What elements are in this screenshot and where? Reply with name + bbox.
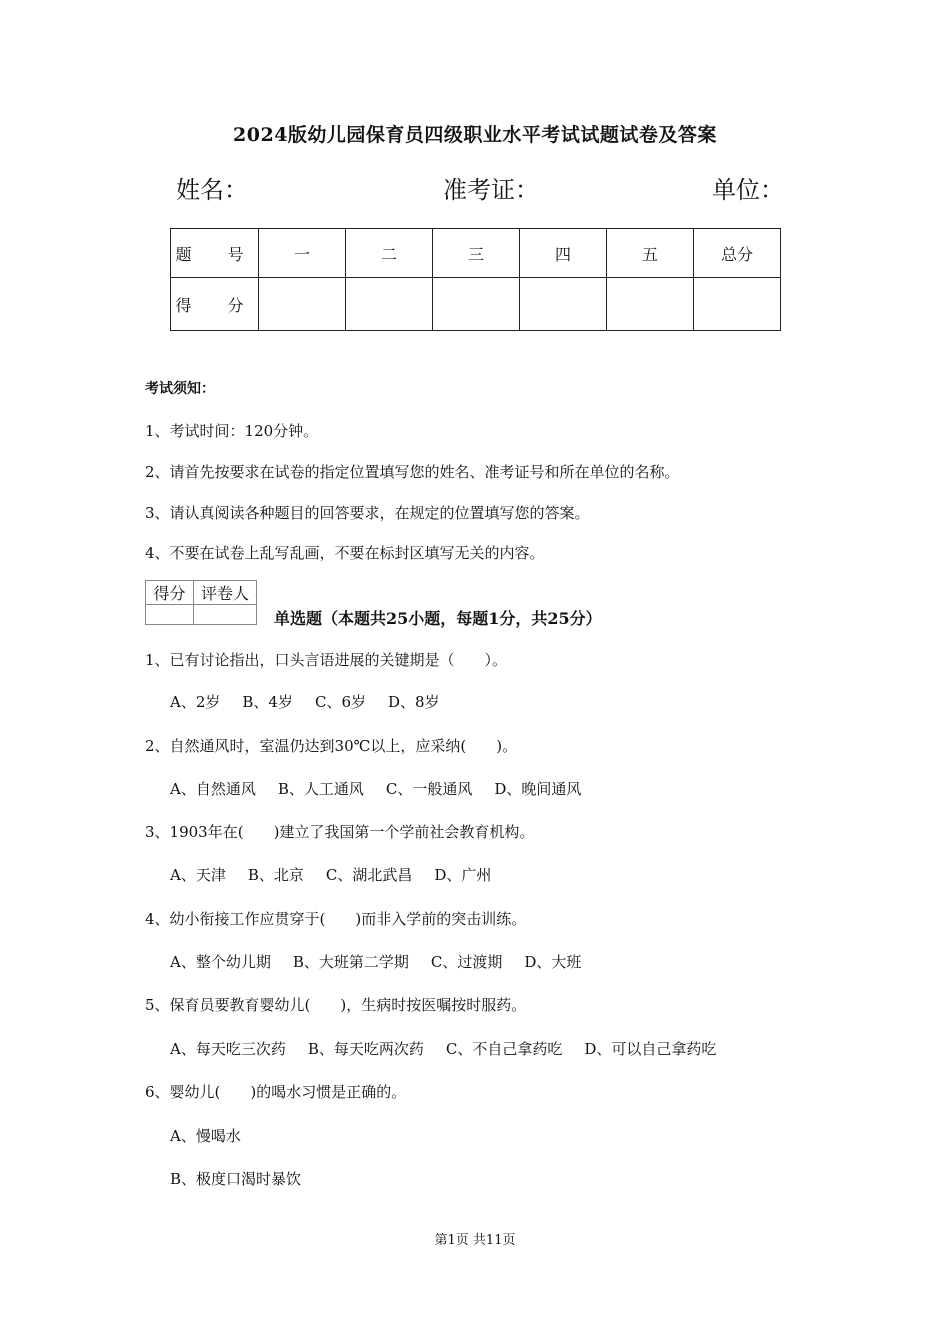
question-5: 5、保育员要教育婴幼儿( )，生病时按医嘱按时服药。 <box>145 996 527 1014</box>
option: D、广州 <box>434 866 492 884</box>
header-cell-4: 四 <box>520 229 607 278</box>
option: B、北京 <box>247 866 304 884</box>
header-cell-5: 五 <box>607 229 694 278</box>
question-4: 4、幼小衔接工作应贯穿于( )而非入学前的突击训练。 <box>145 910 527 928</box>
name-label: 姓名： <box>176 176 248 204</box>
question-3: 3、1903年在( )建立了我国第一个学前社会教育机构。 <box>145 823 535 841</box>
notice-title: 考试须知： <box>145 381 215 397</box>
notice-item: 3、请认真阅读各种题目的回答要求，在规定的位置填写您的答案。 <box>145 504 590 522</box>
option: A、每天吃三次药 <box>170 1040 286 1058</box>
notice-item: 1、考试时间：120分钟。 <box>145 422 319 440</box>
score-cell-5 <box>607 278 694 331</box>
option: A、自然通风 <box>170 780 256 798</box>
header-cell-question-no: 题 号 <box>171 229 259 278</box>
notice-item: 2、请首先按要求在试卷的指定位置填写您的姓名、准考证号和所在单位的名称。 <box>145 463 680 481</box>
option: B、4岁 <box>242 693 293 711</box>
question-6-option-b: B、极度口渴时暴饮 <box>170 1170 302 1188</box>
score-table-header-row <box>171 229 781 278</box>
option: A、2岁 <box>170 693 221 711</box>
unit-label: 单位： <box>712 176 784 204</box>
option: B、每天吃两次药 <box>307 1040 424 1058</box>
option: A、整个幼儿期 <box>170 953 271 971</box>
score-row-label: 得 分 <box>171 278 259 331</box>
score-cell-2 <box>346 278 433 331</box>
page-footer: 第1页 共11页 <box>434 1233 516 1248</box>
score-cell-4 <box>520 278 607 331</box>
score-table-score-row <box>171 278 781 331</box>
header-cell-2: 二 <box>346 229 433 278</box>
question-5-options <box>170 1038 738 1059</box>
option: C、不自己拿药吃 <box>445 1040 563 1058</box>
option: D、大班 <box>524 953 582 971</box>
option: D、8岁 <box>388 693 440 711</box>
section-title: 单选题（本题共25小题，每题1分，共25分） <box>274 609 602 628</box>
exam-id-label: 准考证： <box>443 176 539 204</box>
option: A、天津 <box>170 866 226 884</box>
header-cell-total: 总分 <box>694 229 781 278</box>
question-1: 1、已有讨论指出，口头言语进展的关键期是（ ）。 <box>145 651 508 669</box>
score-cell-3 <box>433 278 520 331</box>
grader-reviewer-label: 评卷人 <box>194 581 257 605</box>
score-cell-total <box>694 278 781 331</box>
page-title: 2024版幼儿园保育员四级职业水平考试试题试卷及答案 <box>233 124 717 146</box>
question-3-options <box>170 864 513 885</box>
question-2: 2、自然通风时，室温仍达到30℃以上，应采纳( )。 <box>145 737 518 755</box>
score-table <box>170 228 781 331</box>
option: C、湖北武昌 <box>325 866 413 884</box>
grader-score-cell <box>146 605 194 625</box>
question-4-options <box>170 951 603 972</box>
option: D、晚间通风 <box>494 780 582 798</box>
header-cell-3: 三 <box>433 229 520 278</box>
option: C、一般通风 <box>385 780 473 798</box>
question-2-options <box>170 778 603 799</box>
option: B、大班第二学期 <box>292 953 409 971</box>
option: B、人工通风 <box>277 780 364 798</box>
question-6: 6、婴幼儿( )的喝水习惯是正确的。 <box>145 1083 407 1101</box>
grader-box <box>145 580 257 625</box>
question-1-options <box>170 691 462 712</box>
notice-item: 4、不要在试卷上乱写乱画，不要在标封区填写无关的内容。 <box>145 544 545 562</box>
score-cell-1 <box>259 278 346 331</box>
option: D、可以自己拿药吃 <box>584 1040 717 1058</box>
question-6-option-a: A、慢喝水 <box>170 1127 241 1145</box>
option: C、6岁 <box>314 693 366 711</box>
grader-reviewer-cell <box>194 605 257 625</box>
grader-score-label: 得分 <box>146 581 194 605</box>
header-cell-1: 一 <box>259 229 346 278</box>
option: C、过渡期 <box>430 953 503 971</box>
